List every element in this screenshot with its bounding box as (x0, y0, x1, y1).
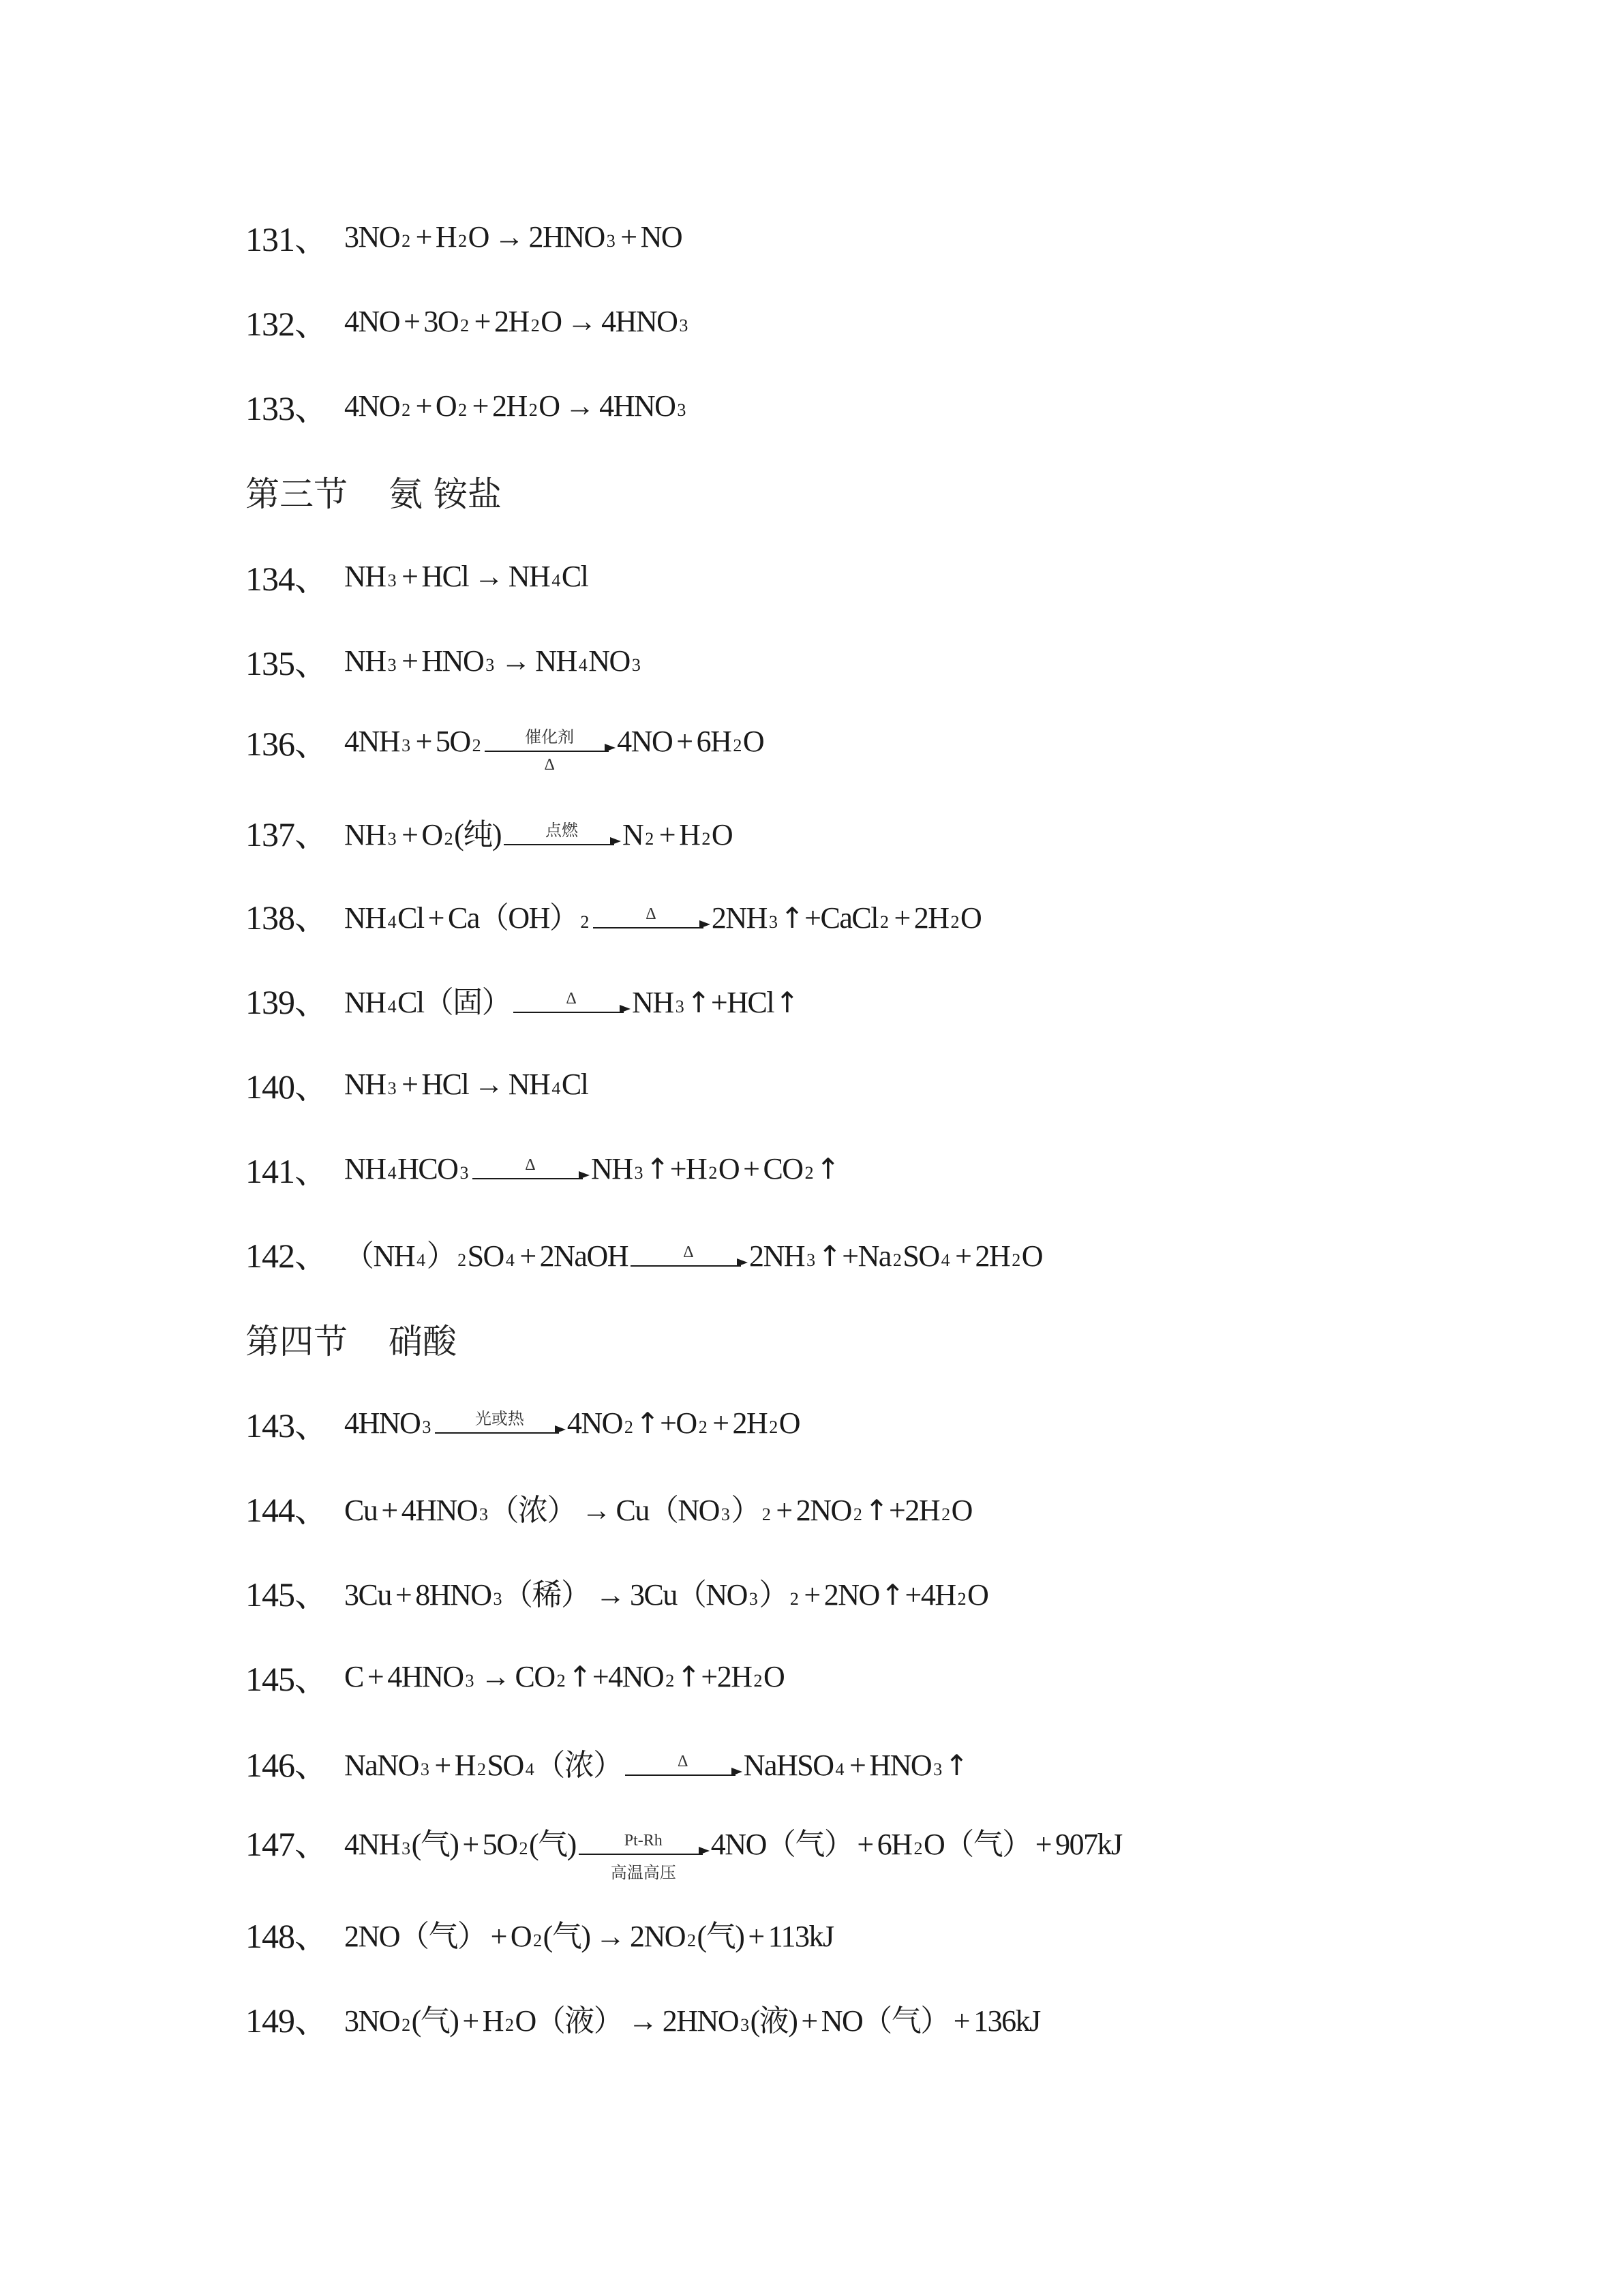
formula-text: 4HNO (401, 1494, 478, 1527)
formula-text: +O (660, 1406, 697, 1440)
equation-number: 142、 (245, 1237, 328, 1275)
formula-text: 136kJ (973, 2004, 1040, 2038)
formula-text: 8HNO (415, 1578, 491, 1612)
formula-text: 3O (423, 304, 459, 338)
formula-text: H (679, 818, 700, 851)
formula-text: 2NaOH (539, 1239, 628, 1273)
formula-text: 4NO (344, 304, 400, 338)
formula-text: +H (669, 1151, 707, 1185)
gas-evolution-arrow-icon: ↑ (646, 1151, 669, 1185)
plus-sign: + (401, 818, 418, 851)
formula-text: NH (508, 559, 550, 593)
equation-row (245, 1480, 972, 1535)
gas-evolution-arrow-icon: ↑ (775, 986, 798, 1019)
chemical-equation: （NH 4 ） 2 SO 4 + 2NaOH Δ 2NH 3 ↑ +Na 2 SO 4 + 2H 2 O (344, 1231, 1042, 1275)
equation-number: 139、 (245, 983, 328, 1021)
formula-text: 907kJ (1055, 1828, 1122, 1861)
formula-text: O (960, 901, 982, 935)
formula-text: O (742, 724, 764, 758)
arrow-shaft (435, 1432, 559, 1434)
reaction-condition-below: 高温高压 (610, 1864, 676, 1882)
plus-sign: + (427, 901, 444, 935)
chemical-equation: 4HNO 3 光或热 4NO 2 ↑ +O 2 + 2H 2 O (344, 1406, 800, 1440)
chemical-equation: NH 4 Cl（固） Δ NH 3 ↑ +HCl ↑ (344, 978, 800, 1021)
formula-text: （NH (344, 1239, 415, 1273)
equation-number: 145、 (245, 1575, 328, 1614)
formula-text: O (1021, 1239, 1043, 1273)
equation-number: 132、 (245, 305, 328, 343)
arrow-shaft (579, 1854, 703, 1855)
section-title: 硝酸 (389, 1322, 457, 1361)
equation-number: 141、 (245, 1152, 328, 1190)
plus-sign: + (748, 1920, 764, 1953)
formula-text: NH (344, 901, 386, 935)
formula-text: H (482, 2004, 503, 2038)
plus-sign: + (801, 2004, 817, 2038)
plus-sign: + (658, 818, 676, 851)
formula-text: 2NH (749, 1239, 805, 1273)
formula-text: 4NH (344, 724, 400, 758)
formula-text: Cl (561, 559, 588, 593)
formula-text: (纯) (454, 818, 501, 851)
formula-text: 2NO (629, 1920, 686, 1953)
formula-text: Cu（NO (616, 1494, 719, 1527)
formula-text: 3NO (344, 2004, 400, 2038)
formula-text: （浓） (535, 1749, 622, 1782)
reaction-arrow-icon: → (500, 644, 530, 678)
plus-sign: + (849, 1749, 866, 1782)
reaction-condition-above: Δ (683, 1243, 694, 1261)
formula-text: +2H (701, 1659, 752, 1693)
formula-text: (气) (528, 1828, 576, 1861)
formula-text: O (539, 389, 560, 423)
plus-sign: + (381, 1494, 397, 1527)
equation-row (245, 1649, 784, 1704)
reaction-arrow-icon: → (628, 2004, 657, 2038)
plus-sign: + (474, 304, 490, 338)
formula-text: SO (902, 1239, 939, 1273)
plus-sign: + (415, 389, 431, 423)
formula-text: NO (640, 220, 682, 254)
section-heading (245, 1312, 457, 1366)
section-title: 氨 铵盐 (389, 474, 502, 514)
chemical-equation: NH 4 Cl + Ca（OH） 2 Δ 2NH 3 ↑ +CaCl 2 + 2H 2 O (344, 893, 981, 937)
gas-evolution-arrow-icon: ↑ (817, 1239, 841, 1273)
formula-text: 4NO (344, 389, 400, 423)
plus-sign: + (894, 901, 910, 935)
equation-row (245, 1226, 1042, 1280)
plus-sign: + (953, 2004, 970, 2038)
formula-text: Cl (561, 1067, 588, 1101)
formula-text: ） (731, 1494, 760, 1527)
formula-text: +CaCl (804, 901, 878, 935)
reaction-arrow-icon: → (566, 304, 596, 338)
formula-text: H (454, 1749, 475, 1782)
equation-row (245, 633, 641, 688)
formula-text: NO（气） (821, 2004, 950, 2038)
formula-text: （稀） (503, 1578, 590, 1612)
equation-number: 138、 (245, 898, 328, 937)
formula-text: Cl (397, 901, 424, 935)
formula-text: HCO (397, 1151, 458, 1185)
reaction-condition-above: Δ (646, 905, 656, 923)
formula-text: CO (515, 1659, 555, 1693)
formula-text: O (435, 389, 457, 423)
plus-sign: + (955, 1239, 971, 1273)
equation-row (245, 378, 687, 433)
equation-number: 148、 (245, 1917, 328, 1955)
reaction-condition-below: Δ (544, 755, 555, 774)
formula-text: Cl（固） (397, 986, 511, 1019)
formula-text: (气) (697, 1920, 744, 1953)
chemical-equation: 2NO（气） + O 2 (气) → 2NO 2 (气) + 113kJ (344, 1912, 834, 1955)
formula-text: (液) (750, 2004, 798, 2038)
condition-arrow-icon (504, 822, 620, 845)
plus-sign: + (415, 724, 431, 758)
reaction-condition-above: Δ (525, 1155, 536, 1174)
formula-text: (气) (411, 1828, 459, 1861)
formula-text: (气) (411, 2004, 459, 2038)
formula-text: 2NO (823, 1578, 879, 1612)
condition-arrow-icon (472, 1155, 588, 1179)
formula-text: 4NO（气） (710, 1828, 853, 1861)
equation-row (245, 1906, 834, 1961)
formula-text: 4HNO (599, 389, 676, 423)
formula-text: 2H (913, 901, 949, 935)
formula-text: 5O (482, 1828, 517, 1861)
chemical-equation: 3NO 2 (气) + H 2 O（液） → 2HNO 3 (液) + NO（气） + 136kJ (344, 1996, 1040, 2040)
formula-text: 5O (435, 724, 470, 758)
formula-text: 2H (492, 389, 527, 423)
formula-text: 2HNO (662, 2004, 739, 2038)
formula-text: 4HNO (344, 1406, 421, 1440)
formula-text: O (778, 1406, 800, 1440)
formula-text: O（气） (923, 1828, 1031, 1861)
plus-sign: + (415, 220, 431, 254)
formula-text: 2NO (795, 1494, 851, 1527)
formula-text: N (622, 818, 643, 851)
chemical-equation: 4NH 3 + 5O 2 催化剂 Δ 4NO + 6H 2 O (344, 724, 764, 774)
formula-text: O (967, 1578, 988, 1612)
formula-text: 4NO (617, 724, 673, 758)
gas-evolution-arrow-icon: ↑ (568, 1659, 591, 1693)
chemical-equation: 3Cu + 8HNO 3 （稀） → 3Cu（NO 3 ） 2 + 2NO ↑ +4H 2 O (344, 1570, 988, 1614)
condition-arrow-icon (435, 1410, 564, 1433)
arrow-shaft (485, 751, 609, 752)
gas-evolution-arrow-icon: ↑ (816, 1151, 839, 1185)
plus-sign: + (857, 1828, 873, 1861)
equation-row (245, 294, 689, 348)
plus-sign: + (401, 644, 418, 678)
formula-text: SO (467, 1239, 504, 1273)
reaction-condition-above: 光或热 (474, 1410, 524, 1428)
condition-arrow-icon (593, 905, 709, 928)
arrow-shaft (472, 1178, 583, 1179)
formula-text: 4HNO (601, 304, 678, 338)
reaction-arrow-icon: → (481, 1659, 510, 1693)
arrow-shaft (513, 1012, 624, 1013)
formula-text: O (510, 1920, 532, 1953)
condition-arrow-icon (625, 1753, 741, 1775)
chemical-equation: NH 3 + O 2 (纯) 点燃 N 2 + H 2 O (344, 810, 732, 854)
plus-sign: + (620, 220, 637, 254)
plus-sign: + (712, 1406, 729, 1440)
formula-text: NH (344, 818, 386, 851)
gas-evolution-arrow-icon: ↑ (944, 1749, 968, 1782)
section-number: 第四节 (245, 1322, 348, 1361)
reaction-arrow-icon: → (474, 1067, 503, 1101)
formula-text: 6H (877, 1828, 912, 1861)
equation-number: 145、 (245, 1660, 328, 1698)
chemical-equation: 4NH 3 (气) + 5O 2 (气) Pt-Rh 高温高压 4NO（气） + 6H 2 O（气） + 907kJ (344, 1819, 1122, 1863)
reaction-arrow-icon: → (595, 1920, 624, 1953)
formula-text: HCl (421, 1067, 469, 1101)
formula-text: H (435, 220, 457, 254)
reaction-arrow-icon: → (581, 1494, 611, 1527)
equation-row (245, 209, 682, 264)
formula-text: 2H (975, 1239, 1010, 1273)
formula-text: SO (487, 1749, 524, 1782)
plus-sign: + (462, 2004, 479, 2038)
reaction-arrow-icon: → (474, 559, 503, 593)
reaction-condition-above: Δ (566, 990, 577, 1008)
formula-text: 2H (732, 1406, 768, 1440)
plus-sign: + (404, 304, 420, 338)
formula-text: CO (763, 1151, 803, 1185)
formula-text: HNO (421, 644, 484, 678)
reaction-condition-above: Pt-Rh (624, 1832, 663, 1849)
formula-text: 2NH (711, 901, 767, 935)
equation-row (245, 1814, 1122, 1882)
formula-text: HCl (421, 559, 469, 593)
formula-text: NH (344, 986, 386, 1019)
equation-number: 143、 (245, 1406, 328, 1445)
formula-text: O (468, 220, 489, 254)
formula-text: O (541, 304, 562, 338)
formula-text: 4NO (566, 1406, 622, 1440)
section-number: 第三节 (245, 474, 348, 514)
equation-row (245, 1141, 840, 1196)
chemical-equation: 4NO + 3O 2 + 2H 2 O → 4HNO 3 (344, 304, 687, 338)
condition-arrow-icon (631, 1243, 746, 1266)
reaction-condition-above: 点燃 (545, 822, 578, 840)
arrow-shaft (593, 927, 703, 928)
equation-number: 147、 (245, 1825, 328, 1863)
formula-text: NaNO (344, 1749, 419, 1782)
chemical-equation: 4NO 2 + O 2 + 2H 2 O → 4HNO 3 (344, 389, 685, 423)
plus-sign: + (434, 1749, 451, 1782)
plus-sign: + (401, 559, 418, 593)
equation-row (245, 549, 588, 603)
formula-text: 4HNO (387, 1659, 464, 1693)
arrow-shaft (625, 1774, 735, 1776)
gas-evolution-arrow-icon: ↑ (686, 986, 710, 1019)
reaction-arrow-icon: → (494, 220, 524, 254)
chemical-equation: NH 3 + HCl → NH 4 Cl (344, 1067, 588, 1101)
plus-sign: + (776, 1494, 792, 1527)
chemical-equation: Cu + 4HNO 3 （浓） → Cu（NO 3 ） 2 + 2NO 2 ↑ +2H 2 O (344, 1485, 972, 1529)
section-heading (245, 464, 502, 519)
plus-sign: + (401, 1067, 418, 1101)
plus-sign: + (367, 1659, 384, 1693)
equation-number: 149、 (245, 2002, 328, 2040)
gas-evolution-arrow-icon: ↑ (635, 1406, 659, 1440)
formula-text: +Na (842, 1239, 891, 1273)
equation-row (245, 714, 764, 774)
equation-row (245, 1395, 800, 1450)
plus-sign: + (519, 1239, 536, 1273)
formula-text: O (951, 1494, 972, 1527)
gas-evolution-arrow-icon: ↑ (880, 1578, 904, 1612)
plus-sign: + (395, 1578, 412, 1612)
reaction-condition-above: 催化剂 (525, 728, 575, 746)
formula-text: O (718, 1151, 740, 1185)
formula-text: +4H (905, 1578, 956, 1612)
formula-text: +HCl (710, 986, 774, 1019)
equation-row (245, 804, 732, 859)
gas-evolution-arrow-icon: ↑ (676, 1659, 700, 1693)
arrow-shaft (504, 844, 614, 845)
formula-text: NH (344, 1151, 386, 1185)
formula-text: C (344, 1659, 363, 1693)
formula-text: O (711, 818, 733, 851)
equation-number: 135、 (245, 644, 328, 682)
formula-text: ） (426, 1239, 456, 1273)
formula-text: NaHSO (743, 1749, 834, 1782)
reaction-condition-above: Δ (678, 1753, 688, 1770)
chemical-equation: NH 4 HCO 3 Δ NH 3 ↑ +H 2 O + CO 2 ↑ (344, 1151, 839, 1185)
formula-text: +4NO (592, 1659, 664, 1693)
formula-text: NH (344, 644, 386, 678)
plus-sign: + (743, 1151, 759, 1185)
plus-sign: + (490, 1920, 506, 1953)
gas-evolution-arrow-icon: ↑ (864, 1494, 888, 1527)
equation-number: 136、 (245, 725, 328, 763)
formula-text: NH (508, 1067, 550, 1101)
formula-text: 2NO（气） (344, 1920, 487, 1953)
plus-sign: + (472, 389, 488, 423)
formula-text: 3Cu（NO (630, 1578, 747, 1612)
chemical-equation: NH 3 + HCl → NH 4 Cl (344, 559, 588, 593)
equation-row (245, 888, 981, 942)
formula-text: NH (535, 644, 577, 678)
formula-text: Cu (344, 1494, 378, 1527)
equation-row (245, 1057, 588, 1111)
reaction-arrow-icon: → (595, 1578, 625, 1612)
formula-text: 2H (494, 304, 529, 338)
chemical-equation: 3NO 2 + H 2 O → 2HNO 3 + NO (344, 220, 682, 254)
chemical-equation: NH 3 + HNO 3 → NH 4 NO 3 (344, 644, 640, 678)
formula-text: HNO (869, 1749, 932, 1782)
equation-number: 137、 (245, 815, 328, 854)
formula-text: （浓） (489, 1494, 577, 1527)
equation-number: 131、 (245, 220, 328, 258)
chemical-equation: NaNO 3 + H 2 SO 4 （浓） Δ NaHSO 4 + HNO 3 ↑ (344, 1740, 969, 1784)
equation-row (245, 1735, 969, 1789)
formula-text: NO (588, 644, 630, 678)
formula-text: NH (632, 986, 673, 1019)
chemical-equation: C + 4HNO 3 → CO 2 ↑ +4NO 2 ↑ +2H 2 O (344, 1659, 785, 1693)
equation-number: 133、 (245, 389, 328, 427)
equation-number: 140、 (245, 1068, 328, 1106)
formula-text: 113kJ (768, 1920, 834, 1953)
formula-text: 4NH (344, 1828, 400, 1861)
equation-number: 134、 (245, 560, 328, 598)
formula-text: 3Cu (344, 1578, 391, 1612)
formula-text: O (763, 1659, 785, 1693)
plus-sign: + (676, 724, 693, 758)
equation-row (245, 1565, 988, 1619)
equation-row (245, 972, 800, 1027)
arrow-shaft (631, 1265, 741, 1267)
plus-sign: + (462, 1828, 479, 1861)
gas-evolution-arrow-icon: ↑ (780, 901, 804, 935)
formula-text: 6H (696, 724, 731, 758)
formula-text: ） (759, 1578, 788, 1612)
reaction-arrow-icon: → (564, 389, 594, 423)
equation-number: 144、 (245, 1491, 328, 1529)
formula-text: Ca（OH） (447, 901, 579, 935)
formula-text: O（液） (515, 2004, 623, 2038)
formula-text: 3NO (344, 220, 400, 254)
formula-text: +2H (889, 1494, 940, 1527)
equation-row (245, 1991, 1040, 2045)
plus-sign: + (804, 1578, 820, 1612)
formula-text: 2HNO (528, 220, 605, 254)
formula-text: NH (590, 1151, 633, 1185)
formula-text: (气) (543, 1920, 590, 1953)
formula-text: O (421, 818, 442, 851)
equation-number: 146、 (245, 1746, 328, 1784)
plus-sign: + (1035, 1828, 1052, 1861)
formula-text: NH (344, 559, 386, 593)
formula-text: NH (344, 1067, 386, 1101)
